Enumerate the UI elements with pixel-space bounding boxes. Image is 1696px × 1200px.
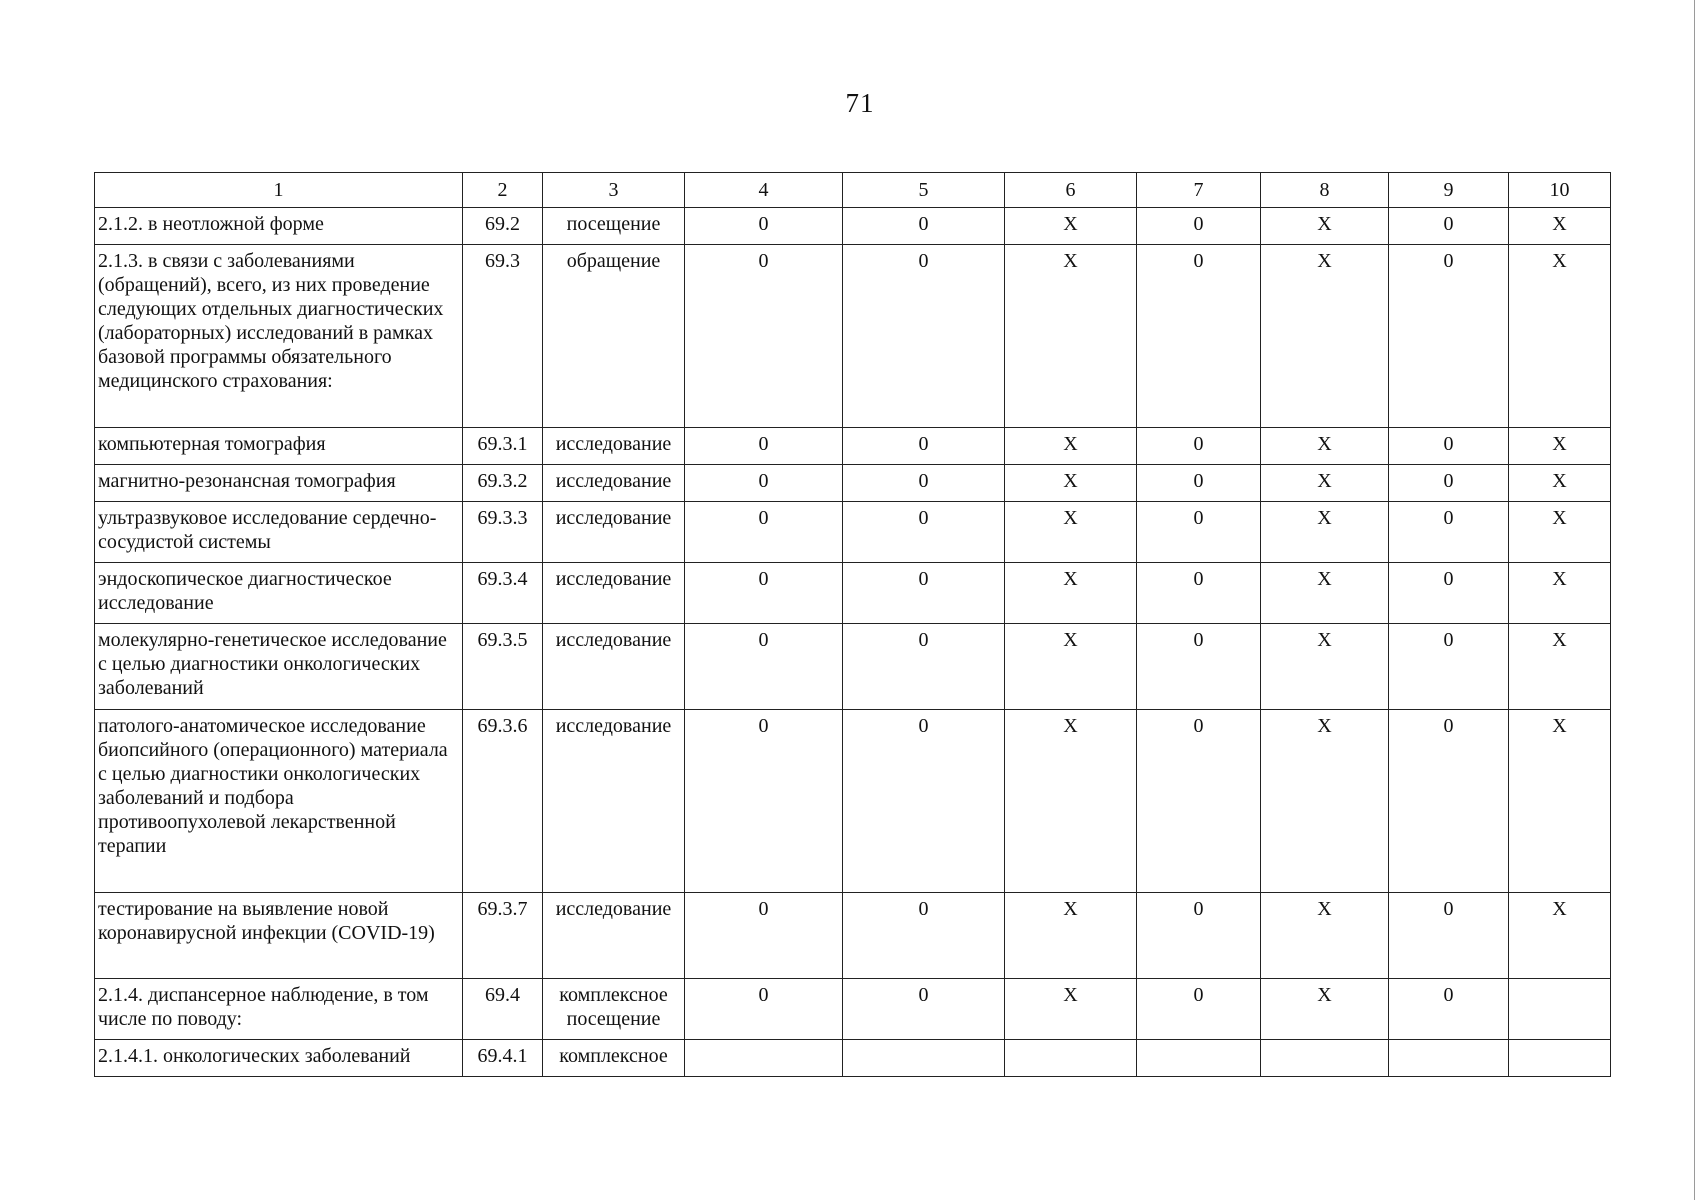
table-row (95, 245, 1611, 428)
cell-col9: 0 (1389, 428, 1509, 465)
page-number: 71 (845, 88, 875, 118)
cell-col4: 0 (685, 428, 843, 465)
cell-col5: 0 (843, 979, 1005, 1040)
cell-col4: 0 (685, 465, 843, 502)
cell-col5: 0 (843, 502, 1005, 563)
cell-col9: 0 (1389, 208, 1509, 245)
cell-col6: X (1005, 624, 1137, 710)
table-row (95, 624, 1611, 710)
table-row (95, 563, 1611, 624)
cell-col7: 0 (1137, 208, 1261, 245)
cell-col8: X (1261, 465, 1389, 502)
cell-col7: 0 (1137, 624, 1261, 710)
header-cell: 5 (843, 173, 1005, 208)
header-cell: 1 (95, 173, 463, 208)
cell-col7: 0 (1137, 710, 1261, 893)
cell-col5: 0 (843, 245, 1005, 428)
header-cell: 9 (1389, 173, 1509, 208)
cell-col6: X (1005, 245, 1137, 428)
data-table (94, 172, 1611, 1077)
cell-col6: X (1005, 893, 1137, 979)
header-cell: 3 (543, 173, 685, 208)
cell-col9: 0 (1389, 893, 1509, 979)
table-row (95, 979, 1611, 1040)
table-row (95, 893, 1611, 979)
cell-col4: 0 (685, 208, 843, 245)
cell-col8: X (1261, 502, 1389, 563)
cell-col10: X (1509, 208, 1611, 245)
row-name: 2.1.4. диспансерное наблюдение, в том числе по поводу: (95, 979, 463, 1040)
cell-col5: 0 (843, 893, 1005, 979)
cell-col7: 0 (1137, 563, 1261, 624)
row-name: эндоскопическое диагностическое исследование (95, 563, 463, 624)
cell-col8: X (1261, 563, 1389, 624)
row-code: 69.3.4 (463, 563, 543, 624)
cell-col8: X (1261, 245, 1389, 428)
row-unit: исследование (543, 465, 685, 502)
row-name: 2.1.3. в связи с заболеваниями (обращений), всего, из них проведение следующих отдельных диагностических (лабораторных) исследований в рамках базовой программы обязательного медицинского страхования: (95, 245, 463, 428)
cell-col8: X (1261, 624, 1389, 710)
cell-col6: X (1005, 563, 1137, 624)
row-name: компьютерная томография (95, 428, 463, 465)
row-code: 69.2 (463, 208, 543, 245)
header-cell: 2 (463, 173, 543, 208)
cell-col5: 0 (843, 465, 1005, 502)
row-name: 2.1.4.1. онкологических заболеваний (95, 1040, 463, 1077)
cell-col10: X (1509, 893, 1611, 979)
cell-col10 (1509, 1040, 1611, 1077)
row-unit: исследование (543, 563, 685, 624)
header-cell: 10 (1509, 173, 1611, 208)
cell-col4: 0 (685, 710, 843, 893)
row-code: 69.4.1 (463, 1040, 543, 1077)
cell-col8: X (1261, 710, 1389, 893)
row-code: 69.3.6 (463, 710, 543, 893)
cell-col6 (1005, 1040, 1137, 1077)
row-code: 69.3.2 (463, 465, 543, 502)
table-row (95, 502, 1611, 563)
cell-col9: 0 (1389, 563, 1509, 624)
cell-col7: 0 (1137, 428, 1261, 465)
cell-col6: X (1005, 502, 1137, 563)
cell-col8: X (1261, 893, 1389, 979)
row-code: 69.3.3 (463, 502, 543, 563)
page-edge (1694, 0, 1695, 1200)
row-unit: исследование (543, 428, 685, 465)
cell-col9: 0 (1389, 245, 1509, 428)
cell-col9: 0 (1389, 502, 1509, 563)
cell-col7: 0 (1137, 465, 1261, 502)
table-row (95, 465, 1611, 502)
cell-col6: X (1005, 465, 1137, 502)
table-row (95, 710, 1611, 893)
cell-col9: 0 (1389, 465, 1509, 502)
cell-col10: X (1509, 465, 1611, 502)
cell-col5 (843, 1040, 1005, 1077)
cell-col6: X (1005, 979, 1137, 1040)
row-unit: комплексное посещение (543, 979, 685, 1040)
table-row (95, 208, 1611, 245)
cell-col5: 0 (843, 208, 1005, 245)
cell-col5: 0 (843, 710, 1005, 893)
cell-col9 (1389, 1040, 1509, 1077)
cell-col7: 0 (1137, 979, 1261, 1040)
row-name: магнитно-резонансная томография (95, 465, 463, 502)
row-unit: посещение (543, 208, 685, 245)
cell-col5: 0 (843, 624, 1005, 710)
row-unit: исследование (543, 502, 685, 563)
cell-col7: 0 (1137, 245, 1261, 428)
row-name: патолого-анатомическое исследование биопсийного (операционного) материала с целью диагностики онкологических заболеваний и подбора противоопухолевой лекарственной терапии (95, 710, 463, 893)
cell-col10: X (1509, 710, 1611, 893)
cell-col10: X (1509, 563, 1611, 624)
header-cell: 6 (1005, 173, 1137, 208)
cell-col10: X (1509, 428, 1611, 465)
cell-col4 (685, 1040, 843, 1077)
row-name: тестирование на выявление новой коронавирусной инфекции (COVID-19) (95, 893, 463, 979)
cell-col9: 0 (1389, 624, 1509, 710)
row-name: ультразвуковое исследование сердечно-сосудистой системы (95, 502, 463, 563)
row-unit: исследование (543, 893, 685, 979)
row-name: 2.1.2. в неотложной форме (95, 208, 463, 245)
cell-col5: 0 (843, 563, 1005, 624)
cell-col4: 0 (685, 893, 843, 979)
table-header-row (95, 173, 1611, 208)
header-cell: 7 (1137, 173, 1261, 208)
cell-col5: 0 (843, 428, 1005, 465)
row-unit: комплексное (543, 1040, 685, 1077)
cell-col6: X (1005, 428, 1137, 465)
cell-col4: 0 (685, 979, 843, 1040)
cell-col10 (1509, 979, 1611, 1040)
cell-col10: X (1509, 502, 1611, 563)
cell-col8 (1261, 1040, 1389, 1077)
row-code: 69.3.5 (463, 624, 543, 710)
row-unit: обращение (543, 245, 685, 428)
cell-col10: X (1509, 624, 1611, 710)
row-unit: исследование (543, 710, 685, 893)
cell-col4: 0 (685, 624, 843, 710)
cell-col10: X (1509, 245, 1611, 428)
cell-col9: 0 (1389, 979, 1509, 1040)
cell-col6: X (1005, 208, 1137, 245)
header-cell: 8 (1261, 173, 1389, 208)
header-cell: 4 (685, 173, 843, 208)
row-unit: исследование (543, 624, 685, 710)
cell-col8: X (1261, 979, 1389, 1040)
row-name: молекулярно-генетическое исследование с целью диагностики онкологических заболеваний (95, 624, 463, 710)
row-code: 69.3.1 (463, 428, 543, 465)
row-code: 69.4 (463, 979, 543, 1040)
table-row (95, 428, 1611, 465)
cell-col9: 0 (1389, 710, 1509, 893)
table-row (95, 1040, 1611, 1077)
cell-col7: 0 (1137, 502, 1261, 563)
cell-col8: X (1261, 428, 1389, 465)
row-code: 69.3.7 (463, 893, 543, 979)
cell-col6: X (1005, 710, 1137, 893)
cell-col4: 0 (685, 502, 843, 563)
cell-col7 (1137, 1040, 1261, 1077)
row-code: 69.3 (463, 245, 543, 428)
cell-col4: 0 (685, 563, 843, 624)
cell-col8: X (1261, 208, 1389, 245)
cell-col4: 0 (685, 245, 843, 428)
cell-col7: 0 (1137, 893, 1261, 979)
